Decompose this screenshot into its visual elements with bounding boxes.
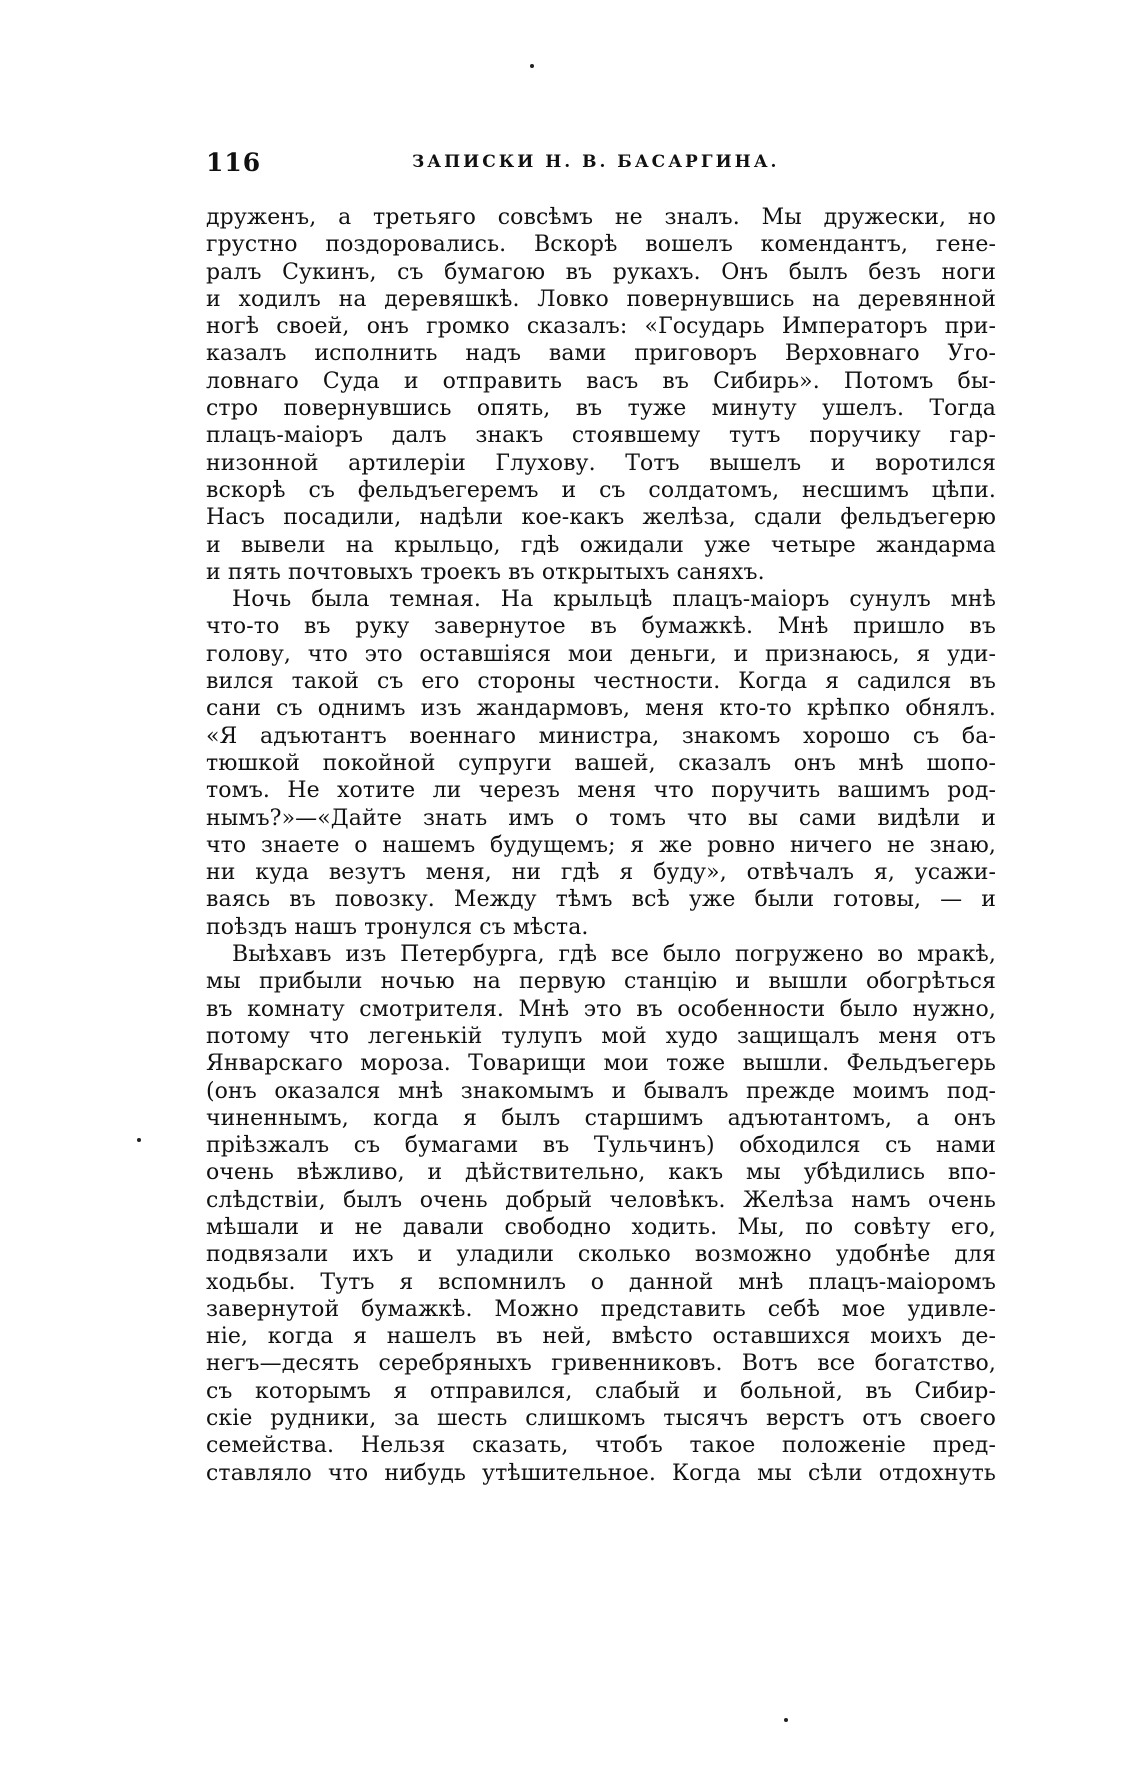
text-line: ловнаго Суда и отправить васъ въ Сибирь». Потомъ бы- xyxy=(206,368,996,394)
text-line: тюшкой покойной супруги вашей, сказалъ онъ мнѣ шопо- xyxy=(206,750,996,776)
text-line: голову, что это оставшіяся мои деньги, и признаюсь, я уди- xyxy=(206,641,996,667)
text-line: и вывели на крыльцо, гдѣ ожидали уже четыре жандарма xyxy=(206,532,996,558)
text-line: пріѣзжалъ съ бумагами въ Тульчинъ) обходился съ нами xyxy=(206,1133,996,1159)
text-line: завернутой бумажкѣ. Можно представить себѣ мое удивле- xyxy=(206,1296,996,1322)
text-line: Насъ посадили, надѣли кое-какъ желѣза, сдали фельдъегерю xyxy=(206,505,996,531)
text-line: и ходилъ на деревяшкѣ. Ловко повернувшись на деревянной xyxy=(206,286,996,312)
text-line: (онъ оказался мнѣ знакомымъ и бывалъ прежде моимъ под- xyxy=(206,1078,996,1104)
text-line: вился такой съ его стороны честности. Когда я садился въ xyxy=(206,669,996,695)
print-speck xyxy=(530,64,534,68)
text-line: вскорѣ съ фельдъегеремъ и съ солдатомъ, несшимъ цѣпи. xyxy=(206,477,996,503)
text-line: низонной артилеріи Глухову. Тотъ вышелъ и воротился xyxy=(206,450,996,476)
text-line: семейства. Нельзя сказать, чтобъ такое положеніе пред- xyxy=(206,1433,996,1459)
text-line: подвязали ихъ и уладили сколько возможно удобнѣе для xyxy=(206,1242,996,1268)
text-line: Ночь была темная. На крыльцѣ плацъ-маіоръ сунулъ мнѣ xyxy=(232,587,996,613)
text-line: потому что легенькій тулупъ мой худо защищалъ меня отъ xyxy=(206,1023,996,1049)
text-line: негъ—десять серебряныхъ гривенниковъ. Вотъ все богатство, xyxy=(206,1351,996,1377)
text-line: Выѣхавъ изъ Петербурга, гдѣ все было погружено во мракѣ, xyxy=(232,942,996,968)
text-line: «Я адъютантъ военнаго министра, знакомъ хорошо съ ба- xyxy=(206,723,996,749)
text-line: чиненнымъ, когда я былъ старшимъ адъютантомъ, а онъ xyxy=(206,1105,996,1131)
text-line: друженъ, а третьяго совсѣмъ не зналъ. Мы дружески, но xyxy=(206,205,996,230)
text-line: слѣдствіи, былъ очень добрый человѣкъ. Желѣза намъ очень xyxy=(206,1187,996,1213)
text-line: что знаете о нашемъ будущемъ; я же ровно ничего не знаю, xyxy=(206,832,996,858)
text-line: скіе рудники, за шесть слишкомъ тысячъ верстъ отъ своего xyxy=(206,1406,996,1432)
text-line: очень вѣжливо, и дѣйствительно, какъ мы убѣдились впо- xyxy=(206,1160,996,1186)
text-line: ставляло что нибудь утѣшительное. Когда мы сѣли отдохнуть xyxy=(206,1460,996,1486)
text-line: ходьбы. Тутъ я вспомнилъ о данной мнѣ плацъ-маіоромъ xyxy=(206,1269,996,1295)
text-line: мы прибыли ночью на первую станцію и вышли обогрѣться xyxy=(206,969,996,995)
text-line: ногѣ своей, онъ громко сказалъ: «Государь Императоръ при- xyxy=(206,314,996,340)
page-number: 116 xyxy=(206,148,262,177)
text-line: что-то въ руку завернутое въ бумажкѣ. Мнѣ пришло въ xyxy=(206,614,996,640)
text-line: ваясь въ повозку. Между тѣмъ всѣ уже были готовы, — и xyxy=(206,887,996,913)
running-title: ЗАПИСКИ Н. В. БАСАРГИНА. xyxy=(412,152,780,172)
text-line: и пять почтовыхъ троекъ въ открытыхъ саняхъ. xyxy=(206,559,765,585)
text-line: томъ. Не хотите ли черезъ меня что поручить вашимъ род- xyxy=(206,778,996,804)
text-line: Январскаго мороза. Товарищи мои тоже вышли. Фельдъегерь xyxy=(206,1051,996,1077)
text-line: грустно поздоровались. Вскорѣ вошелъ комендантъ, гене- xyxy=(206,232,996,258)
text-line: съ которымъ я отправился, слабый и больной, въ Сибир- xyxy=(206,1378,996,1404)
text-line: плацъ-маіоръ далъ знакъ стоявшему тутъ поручику гар- xyxy=(206,423,996,449)
text-line: поѣздъ нашъ тронулся съ мѣста. xyxy=(206,914,589,940)
text-line: ралъ Сукинъ, съ бумагою въ рукахъ. Онъ былъ безъ ноги xyxy=(206,259,996,285)
text-line: стро повернувшись опять, въ туже минуту ушелъ. Тогда xyxy=(206,396,996,422)
body-text xyxy=(206,204,996,1487)
page-header xyxy=(206,148,992,182)
text-line: въ комнату смотрителя. Мнѣ это въ особенности было нужно, xyxy=(206,996,996,1022)
text-line: ни куда везутъ меня, ни гдѣ я буду», отвѣчалъ я, усажи- xyxy=(206,860,996,886)
text-line: казалъ исполнить надъ вами приговоръ Верховнаго Уго- xyxy=(206,341,996,367)
text-line: мѣшали и не давали свободно ходить. Мы, по совѣту его, xyxy=(206,1214,996,1240)
text-line: ніе, когда я нашелъ въ ней, вмѣсто оставшихся моихъ де- xyxy=(206,1324,996,1350)
text-line: нымъ?»—«Дайте знать имъ о томъ что вы сами видѣли и xyxy=(206,805,996,831)
print-speck xyxy=(137,1138,141,1142)
text-line: сани съ однимъ изъ жандармовъ, меня кто-то крѣпко обнялъ. xyxy=(206,696,996,722)
print-speck xyxy=(784,1718,788,1722)
